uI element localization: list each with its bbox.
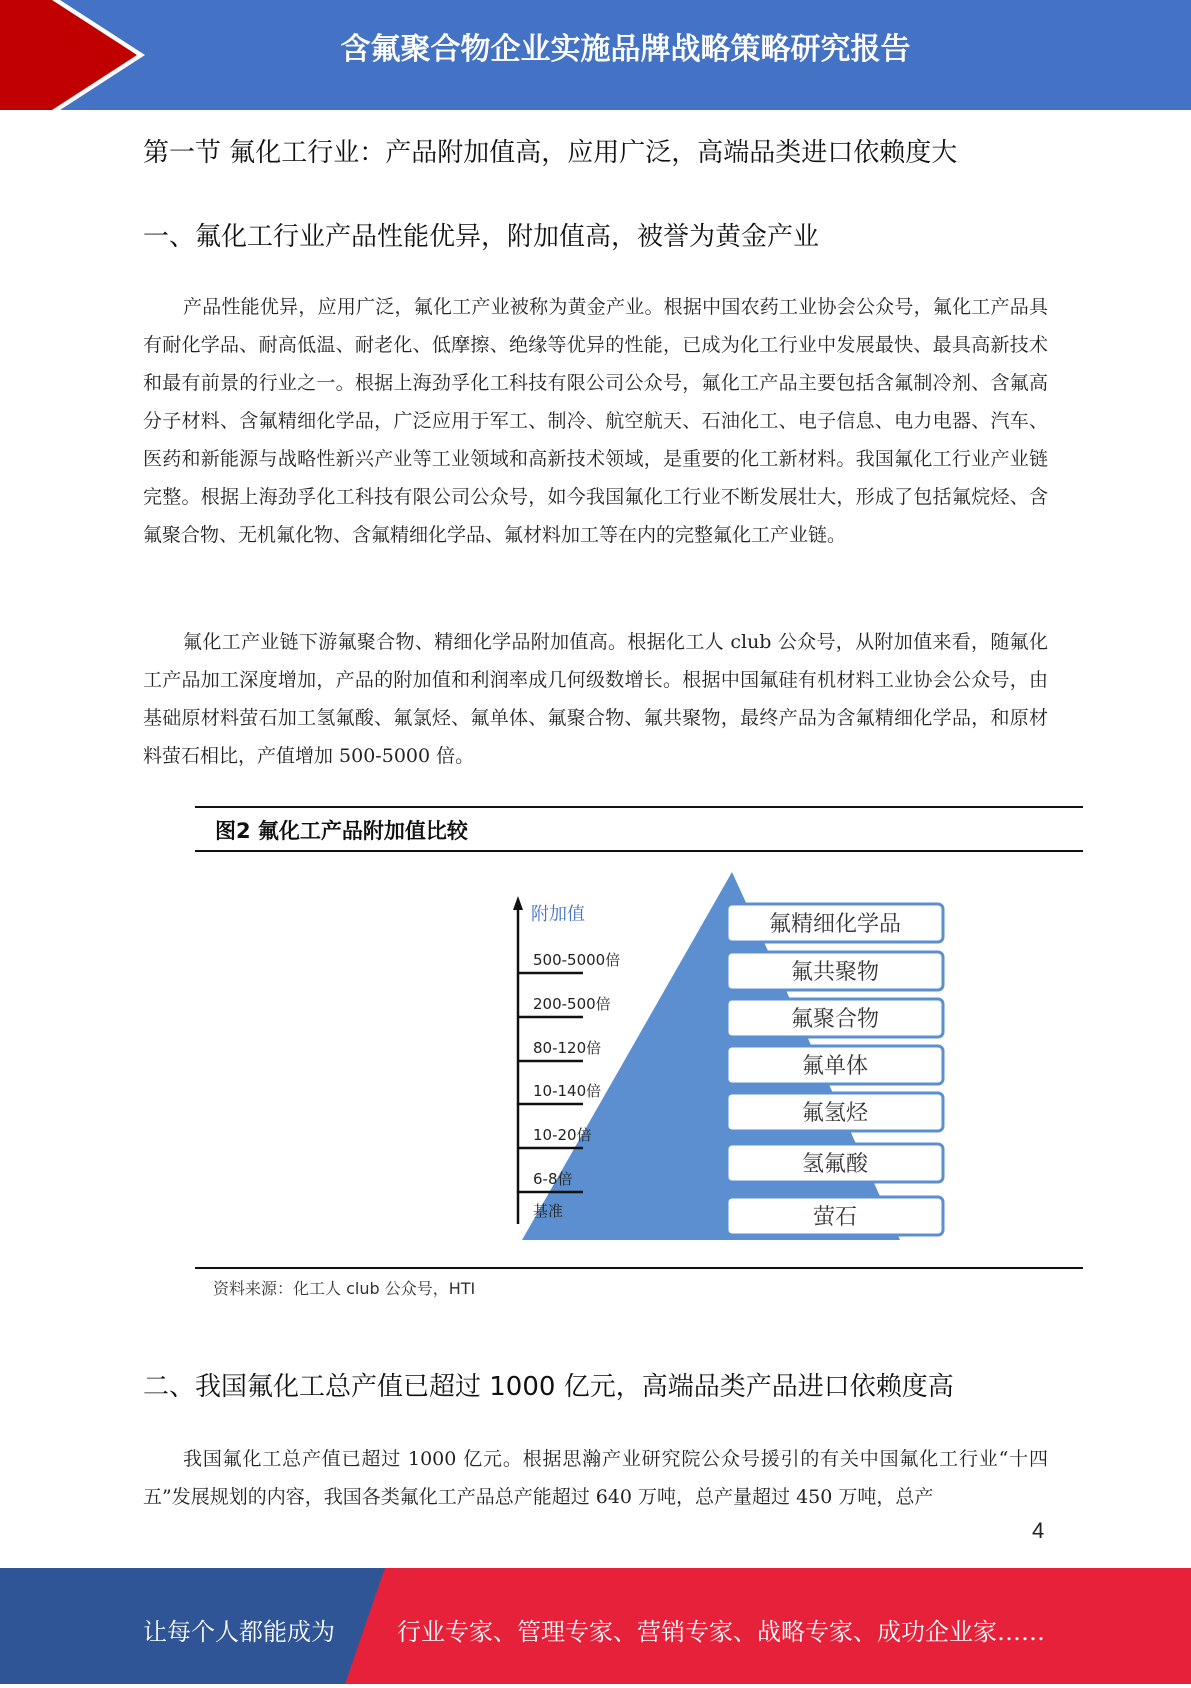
page-number: 4 xyxy=(1032,1518,1045,1543)
report-title: 含氟聚合物企业实施品牌战略策略研究报告 xyxy=(340,32,911,67)
section-title: 第一节 氟化工行业：产品附加值高，应用广泛，高端品类进口依赖度大 xyxy=(143,138,958,168)
product-label: 氟精细化学品 xyxy=(768,912,902,937)
paragraph-2: 氟化工产业链下游氟聚合物、精细化学品附加值高。根据化工人 club 公众号，从附加值来看，随氟化工产品加工深度增加，产品的附加值和利润率成几何级数增长。根据中国氟硅有机材料工业协会公众号，由基础原材料萤石加工氢氟酸、氟氯烃、氟单体、氟聚合物、氟共聚物，最终产品为含氟精细化学品，和原材料萤石相比，产值增加 500-5000 倍。 xyxy=(143,631,1048,767)
product-label: 氟氢烃 xyxy=(801,1101,869,1126)
subsection-title-1: 一、氟化工行业产品性能优异，附加值高，被誉为黄金产业 xyxy=(143,222,820,252)
figure-value-added xyxy=(195,806,1083,1304)
footer-slogan-right: 行业专家、管理专家、营销专家、战略专家、成功企业家…… xyxy=(397,1618,1045,1646)
paragraph-3: 我国氟化工总产值已超过 1000 亿元。根据思瀚产业研究院公众号援引的有关中国氟化工行业“十四五”发展规划的内容，我国各类氟化工产品总产能超过 640 万吨，总产量超过 450 万吨，总产 xyxy=(143,1448,1048,1508)
figure-svg xyxy=(195,806,1083,1304)
page-header xyxy=(0,0,1191,110)
product-label: 萤石 xyxy=(812,1205,858,1230)
product-label: 氢氟酸 xyxy=(801,1152,869,1177)
axis-tick-label: 10-140倍 xyxy=(533,1082,602,1100)
figure-source: 资料来源：化工人 club 公众号，HTI xyxy=(213,1279,476,1298)
axis-tick-label: 80-120倍 xyxy=(533,1039,602,1057)
axis-tick-label: 500-5000倍 xyxy=(533,951,621,969)
axis-tick-label: 基准 xyxy=(533,1202,564,1220)
product-label: 氟单体 xyxy=(801,1054,869,1079)
footer-slogan-left: 让每个人都能成为 xyxy=(143,1618,335,1646)
subsection-title-2: 二、我国氟化工总产值已超过 1000 亿元，高端品类产品进口依赖度高 xyxy=(143,1372,954,1402)
paragraph-1: 产品性能优异，应用广泛，氟化工产业被称为黄金产业。根据中国农药工业协会公众号，氟化工产品具有耐化学品、耐高低温、耐老化、低摩擦、绝缘等优异的性能，已成为化工行业中发展最快、最具高新技术和最有前景的行业之一。根据上海劲孚化工科技有限公司公众号，氟化工产品主要包括含氟制冷剂、含氟高分子材料、含氟精细化学品，广泛应用于军工、制冷、航空航天、石油化工、电子信息、电力电器、汽车、医药和新能源与战略性新兴产业等工业领域和高新技术领域，是重要的化工新材料。我国氟化工行业产业链完整。根据上海劲孚化工科技有限公司公众号，如今我国氟化工行业不断发展壮大，形成了包括氟烷烃、含氟聚合物、无机氟化物、含氟精细化学品、氟材料加工等在内的完整氟化工产业链。 xyxy=(143,296,1048,546)
axis-arrow-icon xyxy=(513,896,523,910)
product-label: 氟共聚物 xyxy=(790,960,880,985)
axis-tick-label: 6-8倍 xyxy=(533,1170,573,1188)
axis-tick-label: 10-20倍 xyxy=(533,1126,592,1144)
figure-caption: 图2 氟化工产品附加值比较 xyxy=(215,819,468,843)
axis-label: 附加值 xyxy=(531,904,585,925)
axis-tick-label: 200-500倍 xyxy=(533,995,611,1013)
product-label: 氟聚合物 xyxy=(790,1007,880,1032)
